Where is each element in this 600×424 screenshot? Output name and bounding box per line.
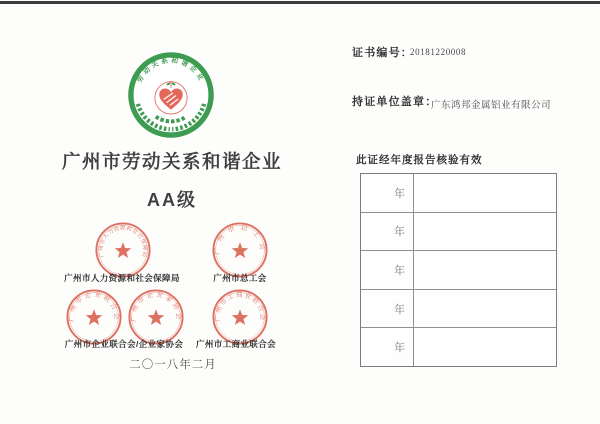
- holder-stamp-label: 持证单位盖章：: [352, 96, 438, 108]
- verification-blank-cell: [414, 174, 556, 212]
- issue-date: 二〇一八年二月: [129, 359, 217, 371]
- issuer-label-trade-union: 广州市总工会: [213, 273, 267, 283]
- seal-federation-trade-unions: [211, 221, 269, 279]
- scan-edge-line: [0, 1, 600, 4]
- seal-arc-text: 广州市总工会: [212, 222, 268, 256]
- holder-company-name: 广东鸿邦金属铝业有限公司: [431, 101, 552, 111]
- table-row: [361, 289, 556, 328]
- issuer-label-human-resources-bureau: 广州市人力资源和社会保障局: [64, 273, 180, 283]
- seal-arc-text: 广州市企业家协会: [130, 291, 182, 322]
- verification-blank-cell: [414, 251, 556, 289]
- star-icon: [148, 309, 165, 325]
- emblem-arc-text: 劳动关系和谐企业: [136, 57, 206, 84]
- issuer-label-industry-commerce: 广州市工商业联合会: [195, 339, 277, 349]
- verification-blank-cell: [414, 290, 556, 328]
- year-cell: 年: [361, 213, 414, 251]
- certificate-grade: AA级: [147, 190, 197, 210]
- annual-verification-heading: 此证经年度报告核验有效: [356, 154, 483, 166]
- certificate-number-label: 证书编号：: [352, 47, 413, 59]
- certificate-title: 广州市劳动关系和谐企业: [61, 151, 282, 172]
- seal-arc-text: 广州市工商业联合会: [214, 291, 266, 322]
- year-cell: 年: [361, 251, 414, 289]
- certificate-number-value: 20181220008: [410, 47, 467, 57]
- verification-blank-cell: [414, 328, 556, 366]
- issuer-label-enterprise-confederation: 广州市企业联合会/企业家协会: [64, 339, 184, 349]
- year-cell: 年: [361, 290, 414, 328]
- table-row: [361, 250, 556, 289]
- year-cell: 年: [361, 328, 414, 366]
- year-cell: 年: [361, 174, 414, 212]
- seal-arc-text: 广州市企业联合会: [68, 291, 120, 322]
- table-row: [361, 327, 556, 366]
- star-icon: [232, 309, 249, 325]
- table-row: [361, 174, 556, 212]
- star-icon: [86, 309, 103, 325]
- seal-human-resources-bureau: [94, 221, 152, 279]
- harmonious-enterprise-emblem-icon: [127, 51, 215, 139]
- star-icon: [115, 242, 132, 258]
- star-icon: [232, 242, 249, 258]
- annual-verification-table: [360, 173, 557, 367]
- seal-arc-text: 广州市人力资源和社会保障局: [98, 225, 148, 258]
- sprout-bud: [170, 81, 172, 83]
- table-row: [361, 212, 556, 251]
- verification-blank-cell: [414, 213, 556, 251]
